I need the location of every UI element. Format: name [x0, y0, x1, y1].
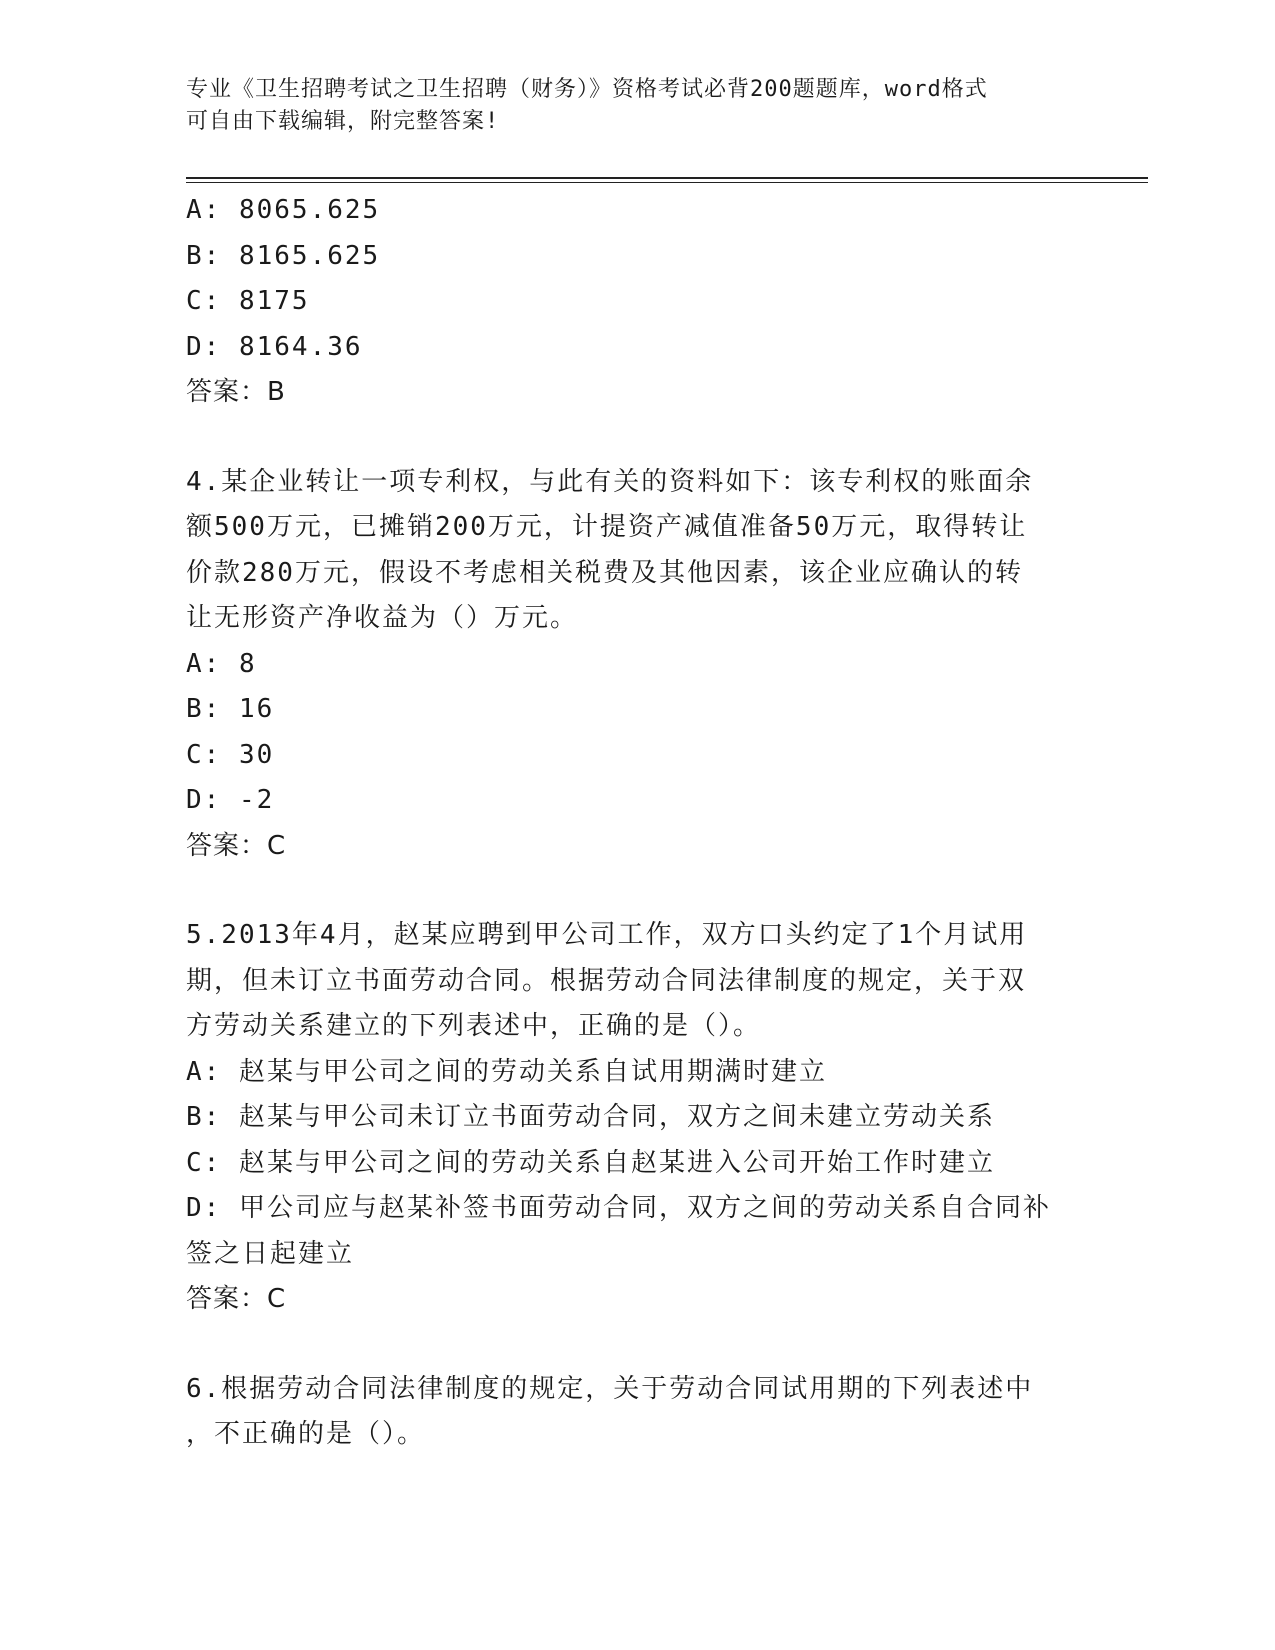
question-stem-line: 期，但未订立书面劳动合同。根据劳动合同法律制度的规定，关于双	[186, 965, 1027, 996]
option-c: C: 赵某与甲公司之间的劳动关系自赵某进入公司开始工作时建立	[186, 1147, 995, 1178]
option-b: B: 赵某与甲公司未订立书面劳动合同，双方之间未建立劳动关系	[186, 1102, 995, 1132]
header-title-line-1: 专业《卫生招聘考试之卫生招聘（财务）》资格考试必背200题题库，word格式	[186, 77, 988, 102]
question-stem-line: 4.某企业转让一项专利权，与此有关的资料如下：该专利权的账面余	[186, 466, 1034, 497]
answer: 答案：B	[186, 377, 286, 407]
question-4	[186, 460, 1076, 870]
option-d: D: 甲公司应与赵某补签书面劳动合同，双方之间的劳动关系自合同补	[186, 1193, 1051, 1223]
question-5	[186, 913, 1076, 1323]
option-c: C: 8175	[186, 286, 310, 316]
header-rule-thick	[186, 177, 1148, 179]
option-d: D: -2	[186, 785, 275, 815]
header-title-line-2: 可自由下载编辑，附完整答案!	[186, 109, 500, 134]
question-stem-line: 5.2013年4月，赵某应聘到甲公司工作，双方口头约定了1个月试用	[186, 920, 1028, 950]
option-b: B: 8165.625	[186, 240, 381, 271]
question-3	[186, 188, 1076, 416]
spacer	[186, 869, 1076, 913]
question-stem-line: 额500万元，已摊销200万元，计提资产减值准备50万元，取得转让	[186, 512, 1028, 542]
option-b: B: 16	[186, 694, 275, 724]
option-d-continued: 签之日起建立	[186, 1238, 355, 1269]
question-stem-line: 让无形资产净收益为（）万元。	[186, 603, 579, 633]
question-stem-line: ，不正确的是（）。	[186, 1419, 426, 1449]
option-a: A: 赵某与甲公司之间的劳动关系自试用期满时建立	[186, 1056, 827, 1087]
question-stem-line: 价款280万元，假设不考虑相关税费及其他因素，该企业应确认的转	[186, 557, 1023, 588]
option-c: C: 30	[186, 739, 275, 770]
question-6	[186, 1367, 1076, 1458]
option-d: D: 8164.36	[186, 331, 363, 362]
option-a: A: 8065.625	[186, 195, 381, 225]
document-body	[186, 188, 1076, 1458]
document-header	[186, 74, 1066, 138]
option-a: A: 8	[186, 648, 257, 679]
answer: 答案：C	[186, 1284, 287, 1314]
spacer	[186, 416, 1076, 460]
question-stem-line: 6.根据劳动合同法律制度的规定，关于劳动合同试用期的下列表述中	[186, 1373, 1034, 1404]
answer: 答案：C	[186, 830, 287, 861]
question-stem-line: 方劳动关系建立的下列表述中，正确的是（）。	[186, 1011, 762, 1041]
spacer	[186, 1323, 1076, 1367]
header-rule-thin	[186, 182, 1148, 183]
